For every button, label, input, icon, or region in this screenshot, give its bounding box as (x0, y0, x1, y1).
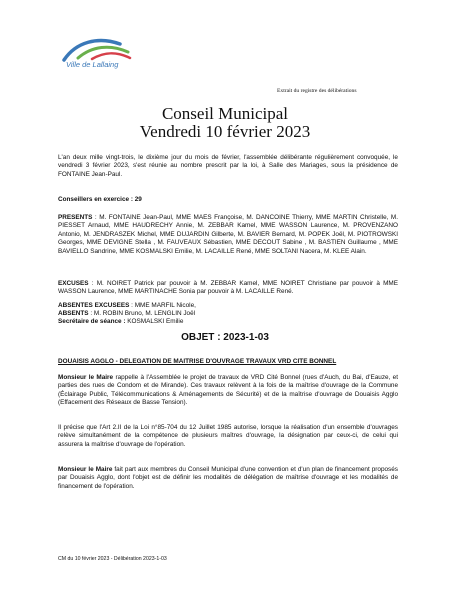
logo-name: Ville de Lallaing (66, 60, 119, 69)
paragraph-1-subject: Monsieur le Maire (58, 374, 114, 381)
secretaire-label: Secrétaire de séance : (58, 318, 126, 325)
presents-paragraph (58, 214, 398, 256)
absents-label: ABSENTS (58, 310, 89, 317)
absents-line (58, 310, 195, 318)
paragraph-1-text: rappelle à l'Assemblée le projet de travaux de VRD Cité Bonnel (rues d'Auch, du Bai, d'Eauze, et parties des rues de Condom et de Mirande). Ces travaux relèvent à la fois de la maîtrise d'ouvrage de la Commune (Éclairage Public, Télécommunications & Aménagements de Sécurité) et de la maîtrise d'ouvrage de Douaisis Agglo (Effacement des Réseaux de Basse Tension). (58, 374, 399, 407)
page-title: Conseil Municipal (161, 104, 289, 123)
excuses-label: EXCUSES (58, 280, 89, 287)
meeting-date: Vendredi 10 février 2023 (139, 122, 311, 141)
excuses-paragraph (58, 280, 398, 297)
page-footer: CM du 10 février 2023 - Délibération 2023-1-03 (58, 556, 167, 562)
city-logo (58, 34, 138, 84)
absentes-excusees-list: : MME MARFIL Nicole, (129, 302, 196, 309)
councillors-count: Conseillers en exercice : 29 (58, 196, 142, 203)
paragraph-3 (58, 466, 398, 491)
excuses-list: : M. NOIRET Patrick par pouvoir à M. ZEBBAR Kamel, MME NOIRET Christiane par pouvoir à MME WASSON Laurence, MME MARTINACHE Sonia par pouvoir à M. LACAILLE René. (58, 280, 398, 296)
paragraph-2: Il précise que l'Art 2.II de la Loi n°85-704 du 12 Juillet 1985 autorise, lorsque la réalisation d'un ensemble d'ouvrages relève simultanément de la compétence de plusieurs maîtres d'ouvrage, la désignation par ceux-ci, de celui qui assurera la maîtrise d'ouvrage de l'opération. (58, 424, 398, 448)
absentes-excusees-label: ABSENTES EXCUSEES (58, 302, 130, 309)
absentes-excusees-line-visible (58, 302, 196, 310)
objet-heading: OBJET : 2023-1-03 (181, 332, 269, 343)
secretaire-line (58, 318, 183, 326)
secretaire-name: KOSMALSKI Emilie (125, 318, 184, 325)
intro-paragraph: L'an deux mille vingt-trois, le dixième jour du mois de février, l'assemblée délibérante régulièrement convoquée, le vendredi 3 février 2023, s'est réunie au nombre prescrit par la loi, à Salle des Mariages, sous la présidence de FONTAINE Jean-Paul. (58, 154, 398, 178)
presents-list: : M. FONTAINE Jean-Paul, MME MAES Françoise, M. DANCOINE Thierry, MME MARTIN Christelle, M. PIESSET Arnaud, MME HAUDRECHY Annie, M. ZEBBAR Kamel, MME WASSON Laurence, M. PROVENZANO Antonio, M. JENDRASZEK Michel, MME DUJARDIN Gilberte, M. BAVIER Bernard, M. POPEK Joël, M. PIOTROWSKI Georges, MME DEVIGNE Stella , M. FAUVEAUX Sébastien, MME DECOUT Sabine , M. BASTIEN Guillaume , MME BAVIELLO Sandrine, MME KOSMALSKI Emilie, M. LACAILLE René, MME SOLTANI Nacera, M. KLEE Alain. (58, 214, 398, 255)
absents-list: : M. ROBIN Bruno, M. LENGLIN Joël (88, 310, 196, 317)
section-title: DOUAISIS AGGLO - DELEGATION DE MAITRISE D'OUVRAGE TRAVAUX VRD CITE BONNEL (58, 358, 337, 365)
paragraph-3-subject: Monsieur le Maire (58, 466, 113, 473)
paragraph-3-text: fait part aux membres du Conseil Municipal d'une convention et d'un plan de financement proposés par Douaisis Agglo, dont l'objet est de définir les modalités de délégation de maîtrise d'ouvrage et les modalités de financement de l'opération. (58, 466, 398, 490)
paragraph-1 (58, 374, 398, 408)
extract-label: Extrait du registre des délibérations (277, 88, 357, 94)
presents-label: PRESENTS (58, 214, 93, 221)
